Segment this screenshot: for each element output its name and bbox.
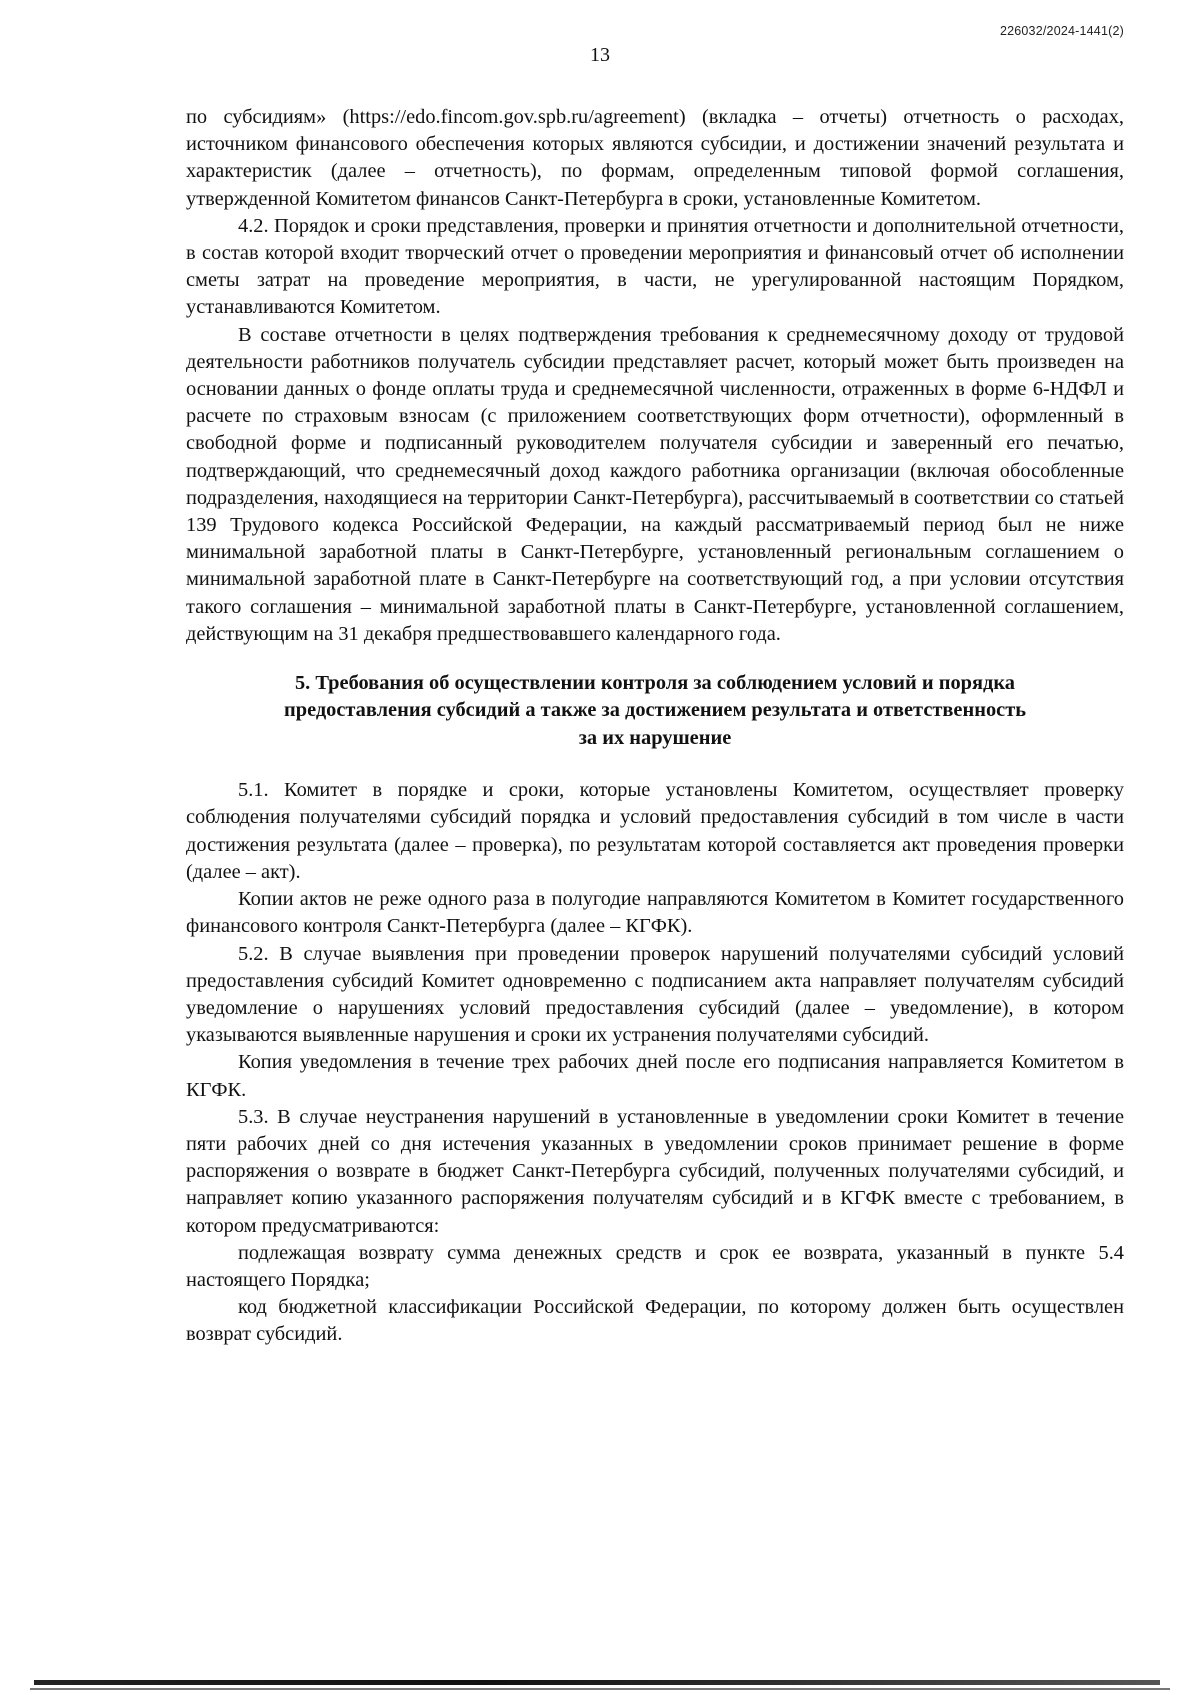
paragraph-5-3: 5.3. В случае неустранения нарушений в установленные в уведомлении сроки Комитет в течение пяти рабочих дней со дня истечения указанных в уведомлении сроков принимает решение в форме распоряжения о возврате в бюджет Санкт-Петербурга субсидий, полученных получателями субсидий, и направляет копию указанного распоряжения получателям субсидий и в КГФК вместе с требованием, в котором предусматриваются: bbox=[186, 1105, 1124, 1237]
scan-bottom-rule-thin bbox=[30, 1688, 1170, 1690]
paragraph-5-2: 5.2. В случае выявления при проведении проверок нарушений получателями субсидий условий предоставления субсидий Комитет одновременно с подписанием акта направляет получателям субсидий уведомление о нарушениях условий предоставления субсидий (далее – уведомление), в котором указываются выявленные нарушения и сроки их устранения получателями субсидий. bbox=[186, 942, 1124, 1047]
section-5-title-line-1: 5. Требования об осуществлении контроля за соблюдением условий и порядка bbox=[294, 672, 1016, 695]
scan-bottom-rule bbox=[34, 1680, 1160, 1685]
section-5-title-line-3: за их нарушение bbox=[578, 726, 732, 749]
paragraph-refund-amount: подлежащая возврату сумма денежных средств и срок ее возврата, указанный в пункте 5.4 настоящего Порядка; bbox=[186, 1241, 1124, 1291]
paragraph-4-1-continuation: по субсидиям» (https://edo.fincom.gov.spb.ru/agreement) (вкладка – отчеты) отчетность о расходах, источником финансового обеспечения которых являются субсидии, и достижении значений результата и характеристик (далее – отчетность), по формам, определенным типовой формой соглашения, утвержденной Комитетом финансов Санкт-Петербурга в сроки, установленные Комитетом. bbox=[186, 106, 1124, 210]
document-body bbox=[186, 104, 1124, 1349]
section-5-title bbox=[186, 670, 1124, 752]
paragraph-budget-code: код бюджетной классификации Российской Федерации, по которому должен быть осуществлен возврат субсидий. bbox=[186, 1296, 1124, 1346]
paragraph-income-requirement: В составе отчетности в целях подтверждения требования к среднемесячному доходу от трудовой деятельности работников получатель субсидии представляет расчет, который может быть произведен на основании данных о фонде оплаты труда и среднемесячной численности, отраженных в форме 6-НДФЛ и расчете по страховым взносам (с приложением соответствующих форм отчетности), оформленный в свободной форме и подписанный руководителем получателя субсидии и заверенный его печатью, подтверждающий, что среднемесячный доход каждого работника организации (включая обособленные подразделения, находящиеся на территории Санкт-Петербурга), рассчитываемый в соответствии со статьей 139 Трудового кодекса Российской Федерации, на каждый рассматриваемый период был не ниже минимальной заработной платы в Санкт-Петербурге, установленный региональным соглашением о минимальной заработной плате в Санкт-Петербурге на соответствующий год, а при условии отсутствия такого соглашения – минимальной заработной платы в Санкт-Петербурге, установленной соглашением, действующим на 31 декабря предшествовавшего календарного года. bbox=[186, 323, 1124, 645]
document-id: 226032/2024-1441(2) bbox=[999, 24, 1124, 38]
section-5-title-line-2: предоставления субсидий а также за достижением результата и ответственность bbox=[283, 699, 1026, 722]
paragraph-notice-copy: Копия уведомления в течение трех рабочих дней после его подписания направляется Комитетом в КГФК. bbox=[186, 1051, 1124, 1101]
paragraph-5-1: 5.1. Комитет в порядке и сроки, которые установлены Комитетом, осуществляет проверку соблюдения получателями субсидий порядка и условий предоставления субсидий в том числе в части достижения результата (далее – проверка), по результатам которой составляется акт проведения проверки (далее – акт). bbox=[186, 779, 1124, 883]
page-number: 13 bbox=[590, 44, 610, 66]
paragraph-4-2: 4.2. Порядок и сроки представления, проверки и принятия отчетности и дополнительной отчетности, в состав которой входит творческий отчет о проведении мероприятия и финансовый отчет об исполнении сметы затрат на проведение мероприятия, в части, не урегулированной настоящим Порядком, устанавливаются Комитетом. bbox=[186, 214, 1124, 319]
paragraph-acts-copies: Копии актов не реже одного раза в полугодие направляются Комитетом в Комитет государственного финансового контроля Санкт-Петербурга (далее – КГФК). bbox=[186, 888, 1124, 938]
